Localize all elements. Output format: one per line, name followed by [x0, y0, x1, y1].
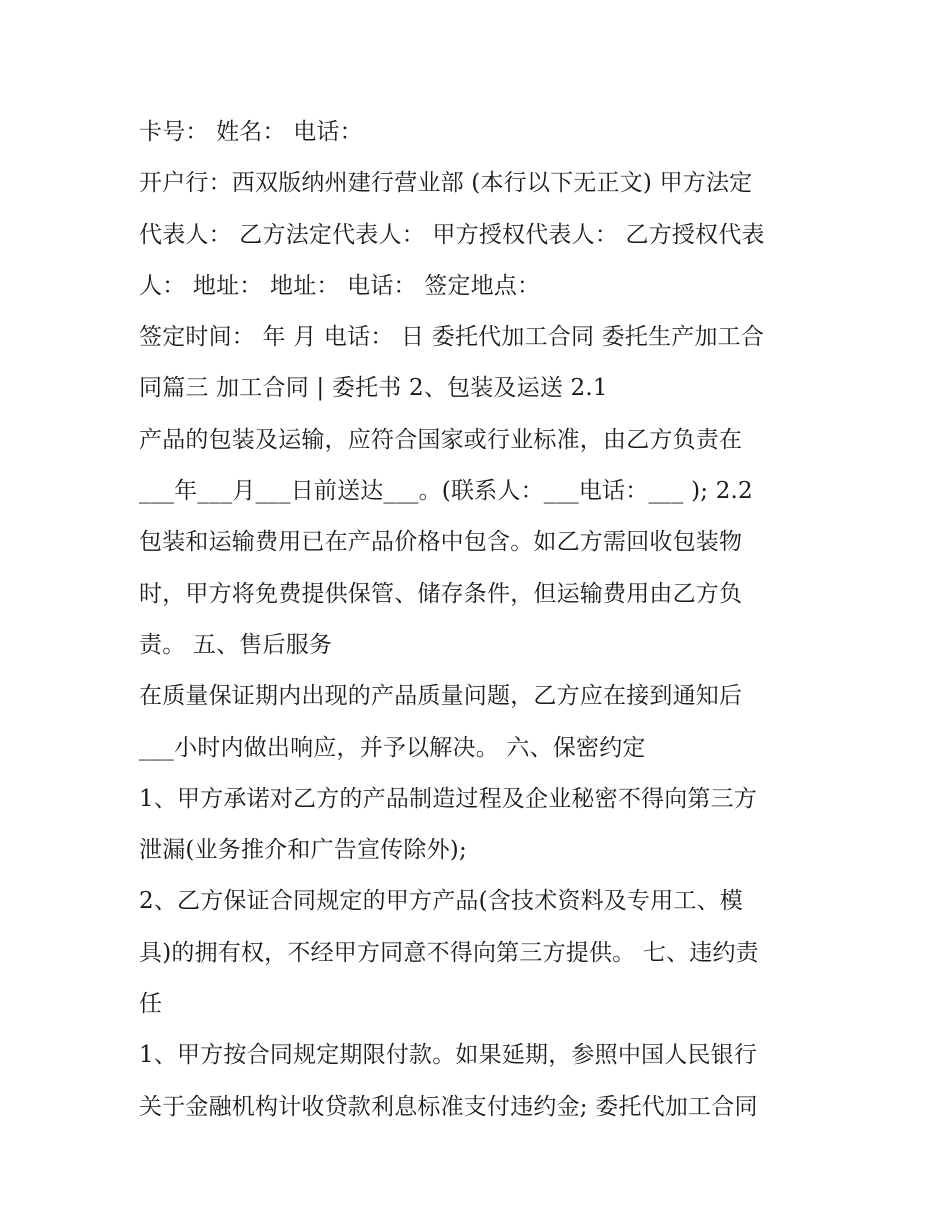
- text-line: 责。 五、售后服务: [139, 631, 333, 658]
- text-line: 关于金融机构计收贷款利息标准支付违约金; 委托代加工合同: [139, 1093, 758, 1120]
- text-line: 同篇三 加工合同 | 委托书 2、包装及运送 2.1: [139, 375, 608, 402]
- text-line: 签定时间： 年 月 电话： 日 委托代加工合同 委托生产加工合: [139, 324, 765, 351]
- text-line: 具)的拥有权，不经甲方同意不得向第三方提供。 七、违约责: [139, 939, 759, 966]
- text-line: ___年___月___日前送达___。(联系人：___电话：___ ); 2.2: [139, 478, 753, 505]
- text-line: 包装和运输费用已在产品价格中包含。如乙方需回收包装物: [139, 529, 743, 556]
- text-line: 人： 地址： 地址： 电话： 签定地点：: [139, 272, 541, 299]
- text-line: 泄漏(业务推介和广告宣传除外);: [139, 837, 467, 864]
- text-line: 代表人： 乙方法定代表人： 甲方授权代表人： 乙方授权代表: [139, 221, 765, 248]
- text-line: 1、甲方按合同规定期限付款。如果延期，参照中国人民银行: [139, 1042, 758, 1069]
- text-line: 在质量保证期内出现的产品质量问题，乙方应在接到通知后: [139, 683, 743, 710]
- document-body: [139, 107, 819, 1133]
- text-line: 开户行：西双版纳州建行营业部 (本行以下无正文) 甲方法定: [139, 170, 753, 197]
- text-line: 产品的包装及运输，应符合国家或行业标准，由乙方负责在: [139, 426, 743, 453]
- text-line: 卡号： 姓名： 电话：: [139, 119, 363, 145]
- text-line: 2、乙方保证合同规定的甲方产品(含技术资料及专用工、模: [139, 888, 744, 915]
- text-line: 时，甲方将免费提供保管、储存条件，但运输费用由乙方负: [139, 580, 743, 607]
- text-line: 任: [139, 991, 163, 1018]
- text-line: 1、甲方承诺对乙方的产品制造过程及企业秘密不得向第三方: [139, 785, 758, 812]
- text-line: ___小时内做出响应，并予以解决。 六、保密约定: [139, 734, 646, 761]
